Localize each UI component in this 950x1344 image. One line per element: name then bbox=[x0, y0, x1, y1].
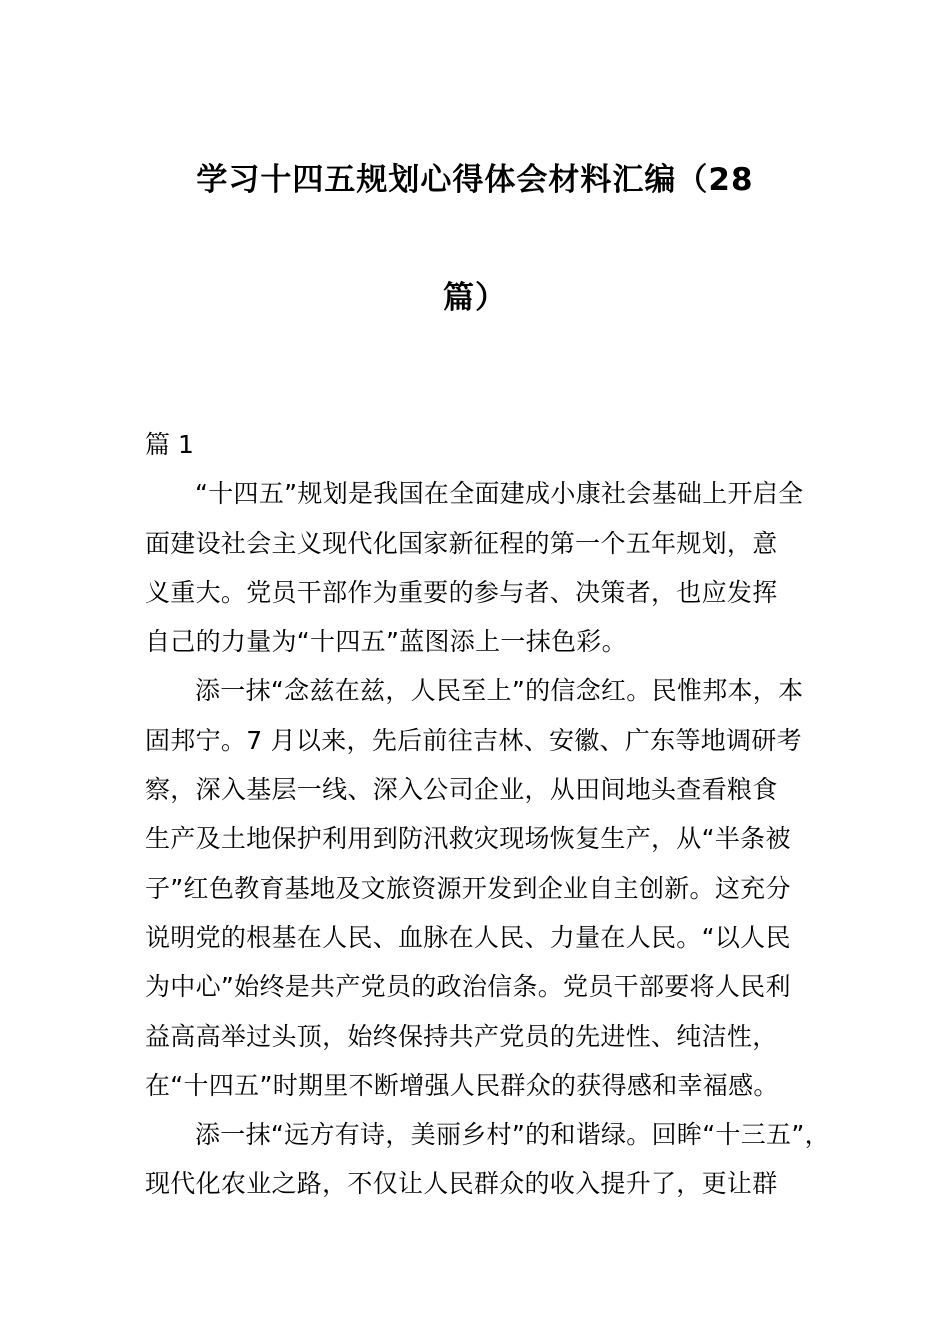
paragraph-line: 添一抹“远方有诗，美丽乡村”的和谐绿。回眸“十三五”， bbox=[195, 1120, 830, 1150]
document-body bbox=[145, 420, 830, 1209]
paragraph-line: 在“十四五”时期里不断增强人民群众的获得感和幸福感。 bbox=[145, 1070, 779, 1100]
paragraph-line: 面建设社会主义现代化国家新征程的第一个五年规划，意 bbox=[145, 528, 778, 558]
paragraph-line: 义重大。党员干部作为重要的参与者、决策者，也应发挥 bbox=[145, 577, 778, 607]
paragraph-line: “十四五”规划是我国在全面建成小康社会基础上开启全 bbox=[195, 479, 804, 509]
paragraph-line: 为中心”始终是共产党员的政治信条。党员干部要将人民利 bbox=[145, 972, 791, 1002]
paragraph-line: 添一抹“念兹在兹，人民至上”的信念红。民惟邦本，本 bbox=[195, 676, 804, 706]
paragraph-line: 生产及土地保护利用到防汛救灾现场恢复生产，从“半条被 bbox=[145, 824, 791, 854]
paragraph-3 bbox=[145, 1110, 830, 1209]
paragraph-line: 自己的力量为“十四五”蓝图添上一抹色彩。 bbox=[145, 627, 627, 657]
paragraph-2 bbox=[145, 666, 815, 1110]
paragraph-line: 说明党的根基在人民、血脉在人民、力量在人民。“以人民 bbox=[145, 922, 791, 952]
paragraph-line: 固邦宁。7 月以来，先后前往吉林、安徽、广东等地调研考 bbox=[145, 725, 802, 755]
document-title-line-1: 学习十四五规划心得体会材料汇编（28 bbox=[196, 162, 754, 198]
paragraph-line: 现代化农业之路，不仅让人民群众的收入提升了，更让群 bbox=[145, 1169, 778, 1199]
paragraph-1 bbox=[145, 469, 815, 666]
section-label: 篇 1 bbox=[145, 430, 194, 459]
paragraph-line: 益高高举过头顶，始终保持共产党员的先进性、纯洁性， bbox=[145, 1021, 778, 1051]
paragraph-line: 察，深入基层一线、深入公司企业，从田间地头查看粮食 bbox=[145, 775, 778, 805]
paragraph-line: 子”红色教育基地及文旅资源开发到企业自主创新。这充分 bbox=[145, 873, 791, 903]
document-title-line-2: 篇） bbox=[443, 280, 507, 316]
